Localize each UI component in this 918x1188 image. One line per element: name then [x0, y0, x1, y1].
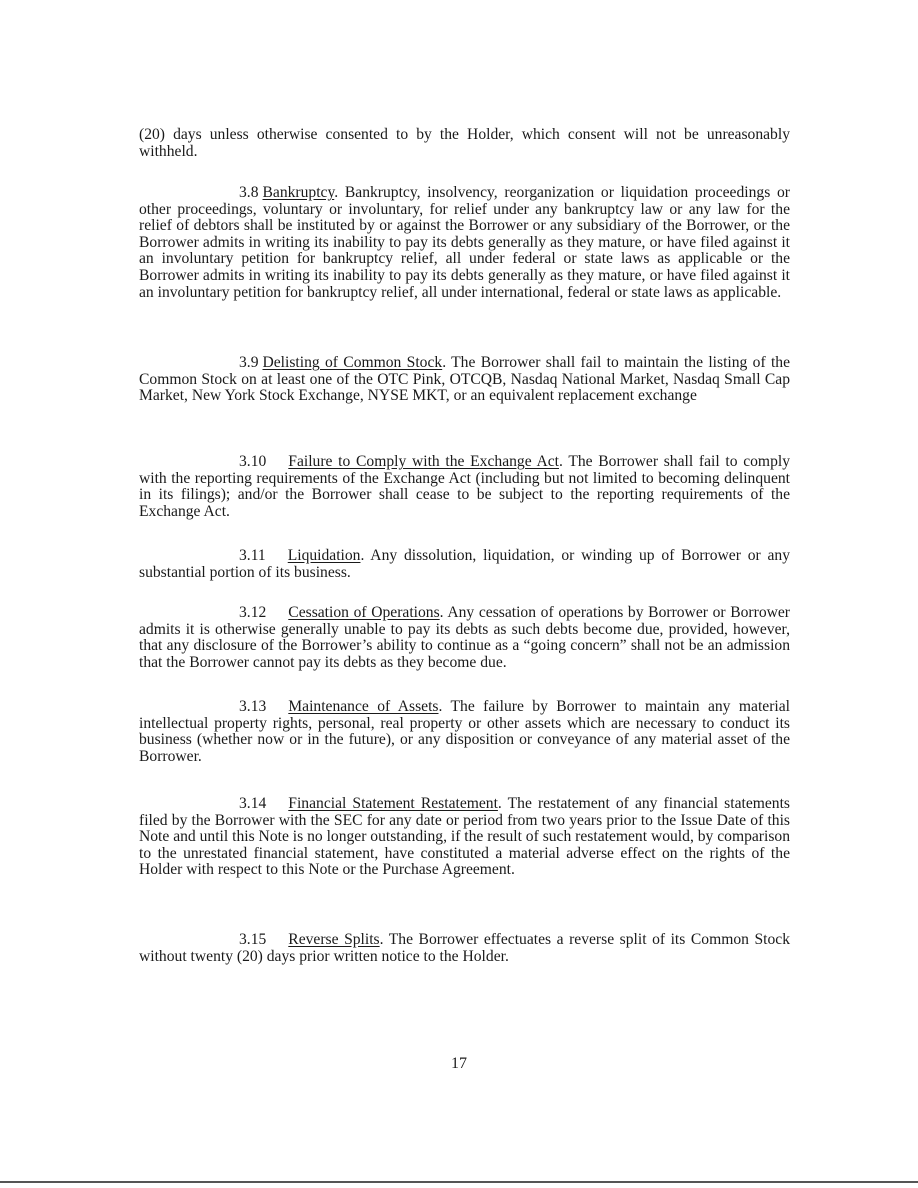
section-number: 3.9 [239, 354, 259, 371]
section-number: 3.15 [239, 931, 267, 948]
section-body: . Any cessation of operations by Borrower or Borrower admits it is otherwise generally unable to pay its debts as such debts become due, provided, however, that any disclosure of the Borrower’s ability to continue as a “going concern” shall not be an admission that the Borrower cannot pay its debts as they become due. [139, 604, 790, 671]
section-heading: Maintenance of Assets [288, 698, 439, 715]
section-number: 3.11 [239, 547, 266, 564]
section-number: 3.10 [239, 453, 267, 470]
section-3-13-maintenance-of-assets [139, 699, 790, 765]
section-body: . Bankruptcy, insolvency, reorganization or liquidation proceedings or other proceedings, voluntary or involuntary, for relief under any bankruptcy law or any law for the relief of debtors shall be instituted by or against the Borrower or any subsidiary of the Borrower, or the Borrower admits in writing its inability to pay its debts generally as they mature, or have filed against it an involuntary petition for bankruptcy relief, all under federal or state laws as applicable or the Borrower admits in writing its inability to pay its debts generally as they mature, or have filed against it an involuntary petition for bankruptcy relief, all under international, federal or state laws as applicable. [139, 184, 790, 301]
section-number: 3.8 [239, 184, 259, 201]
section-heading: Liquidation [287, 547, 361, 564]
section-number: 3.13 [239, 698, 267, 715]
section-number: 3.14 [239, 795, 267, 812]
section-heading: Bankruptcy [262, 184, 335, 201]
section-number: 3.12 [239, 604, 267, 621]
section-3-14-financial-restatement [139, 796, 790, 879]
bottom-scan-edge [0, 1181, 918, 1183]
section-heading: Reverse Splits [288, 931, 380, 948]
section-body: . The restatement of any financial statements filed by the Borrower with the SEC for any date or period from two years prior to the Issue Date of this Note and until this Note is no longer outstanding, if the result of such restatement would, by comparison to the unrestated financial statement, have constituted a material adverse effect on the rights of the Holder with respect to this Note or the Purchase Agreement. [139, 795, 790, 879]
continuation-paragraph: (20) days unless otherwise consented to by the Holder, which consent will not be unreasonably withheld. [139, 126, 790, 160]
section-3-9-delisting [139, 355, 790, 405]
section-body: . The Borrower shall fail to comply with the reporting requirements of the Exchange Act (including but not limited to becoming delinquent in its filings); and/or the Borrower shall cease to be subject to the reporting requirements of the Exchange Act. [139, 453, 790, 520]
section-3-8-bankruptcy [139, 185, 790, 301]
section-3-11-liquidation [139, 548, 790, 581]
section-3-15-reverse-splits [139, 932, 790, 965]
section-body: . The Borrower effectuates a reverse split of its Common Stock without twenty (20) days prior written notice to the Holder. [139, 931, 790, 965]
section-body: . The failure by Borrower to maintain any material intellectual property rights, personal, real property or other assets which are necessary to conduct its business (whether now or in the future), or any disposition or conveyance of any material asset of the Borrower. [139, 698, 790, 765]
section-3-10-exchange-act [139, 454, 790, 520]
section-heading: Failure to Comply with the Exchange Act [288, 453, 559, 470]
section-3-12-cessation [139, 605, 790, 671]
section-heading: Delisting of Common Stock [262, 354, 443, 371]
page-number: 17 [451, 1055, 467, 1072]
section-heading: Financial Statement Restatement [288, 795, 498, 812]
section-body: . The Borrower shall fail to maintain the listing of the Common Stock on at least one of the OTC Pink, OTCQB, Nasdaq National Market, Nasdaq Small Cap Market, New York Stock Exchange, NYSE MKT, or an equivalent replacement exchange [139, 354, 791, 405]
section-body: . Any dissolution, liquidation, or winding up of Borrower or any substantial portion of its business. [139, 547, 790, 581]
section-heading: Cessation of Operations [288, 604, 440, 621]
